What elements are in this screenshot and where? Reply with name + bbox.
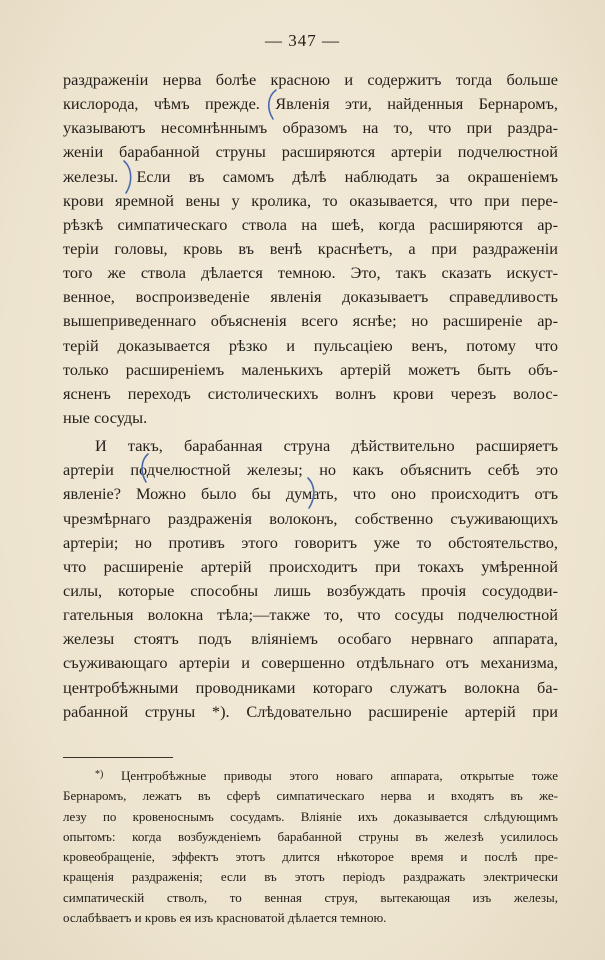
text-line: венное, воспроизведеніе явленія доказываетъ справедливость: [63, 287, 558, 307]
text-line: только расширеніемъ маленькихъ артерій можетъ быть объ-: [63, 359, 558, 379]
main-text: [63, 68, 558, 724]
text-line: кислорода, чѣмъ прежде. Явленія эти, найденныя Бернаромъ,: [63, 94, 558, 114]
footnote-rule: [63, 757, 173, 758]
text-line: ные сосуды.: [63, 407, 148, 427]
text-line: крови яремной вены у кролика, то оказывается, что при пере-: [63, 190, 558, 210]
footnote-marker: *): [95, 769, 104, 780]
text-line: указываютъ несомнѣннымъ образомъ на то, что при раздра-: [63, 118, 558, 138]
footnote-line: лезу по кровеноснымъ сосудамъ. Вліяніе ихъ доказывается слѣдующимъ: [63, 808, 558, 824]
text-line: того же ствола дѣлается темною. Это, такъ сказать искуст-: [63, 263, 558, 283]
text-line: что расширеніе артерій происходитъ при токахъ умѣренной: [63, 556, 558, 576]
text-line: артеріи; но противъ этого говоритъ уже то обстоятельство,: [63, 532, 558, 552]
footnote-line: кровеобращеніе, эффектъ этотъ длится нѣкоторое время и послѣ пре-: [63, 849, 558, 865]
text-line: явленіе? Можно было бы думать, что оно происходитъ отъ: [63, 484, 558, 504]
text-line: раздраженіи нерва болѣе красною и содержитъ тогда больше: [63, 70, 558, 89]
paragraph-1: [63, 68, 558, 430]
text-line: железы стоятъ подъ вліяніемъ особаго нервнаго аппарата,: [63, 629, 558, 649]
page-number: — 347 —: [265, 31, 340, 50]
footnote-line-1: [63, 766, 558, 786]
footnote-line: Бернаромъ, лежатъ въ сферѣ симпатическаго нерва и входятъ въ же-: [63, 788, 558, 804]
text-line: чрезмѣрнаго раздраженія волоконъ, собственно съуживающихъ: [63, 508, 558, 528]
footnote-line-1-text: Центробѣжные приводы этого новаго аппарата, открытые тоже: [121, 768, 558, 783]
text-line: гательныя волокна тѣла;—также то, что сосуды подчелюстной: [63, 605, 558, 625]
footnote: [63, 766, 558, 928]
text-line: вышеприведеннаго объясненія всего яснѣе; но расширеніе ар-: [63, 311, 558, 331]
text-line: съуживающаго артеріи и совершенно отдѣльнаго отъ механизма,: [63, 653, 558, 673]
paragraph-2: [63, 434, 558, 724]
footnote-line: кращенія раздраженія; если въ этотъ періодъ раздражать электрически: [63, 869, 558, 885]
text-line: теріи головы, кровь въ венѣ краснѣетъ, а при раздраженіи: [63, 238, 558, 258]
footnote-line: симпатическій стволъ, то венная струя, вытекающая изъ железы,: [63, 889, 558, 905]
text-line: И такъ, барабанная струна дѣйствительно расширяетъ: [95, 436, 558, 456]
text-line: железы. Если въ самомъ дѣлѣ наблюдать за окрашеніемъ: [63, 166, 558, 186]
text-line: рабанной струны *). Слѣдовательно расширеніе артерій при: [63, 701, 558, 721]
text-line: женіи барабанной струны расширяются артеріи подчелюстной: [63, 142, 558, 162]
text-line: терій доказывается рѣзко и пульсаціею венъ, потому что: [63, 335, 558, 355]
text-line: силы, которые способны лишь возбуждать прочія сосудодви-: [63, 580, 558, 600]
footnote-line: ослабѣваетъ и кровь ея изъ красноватой дѣлается темною.: [63, 910, 387, 926]
text-line: рѣзкѣ симпатическаго ствола на шеѣ, когда расширяются ар-: [63, 214, 558, 234]
footnote-line: опытомъ: когда возбужденіемъ барабанной струны въ железѣ усилилось: [63, 828, 558, 844]
text-line: артеріи подчелюстной железы; но какъ объяснить себѣ это: [63, 460, 558, 480]
text-line: ясненъ переходъ систолическихъ волнъ крови черезъ волос-: [63, 383, 558, 403]
text-line: центробѣжными проводниками котораго служатъ волокна ба-: [63, 677, 558, 697]
